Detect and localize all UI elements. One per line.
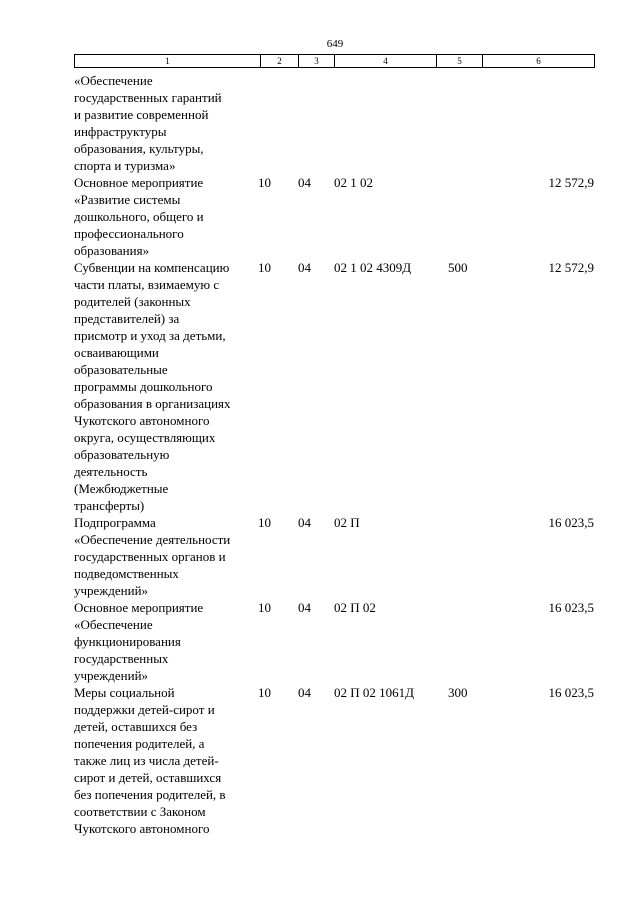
header-row <box>75 55 595 68</box>
row-amount: 12 572,9 <box>548 175 594 190</box>
row-section: 10 <box>258 515 271 530</box>
row-name: Меры социальной поддержки детей-сирот и детей, оставшихся без попечения родителей, а также лиц из числа детей- сирот и детей, оставшихся без попечения родителей, в соответствии с Законом Чукотского автономного <box>74 685 226 836</box>
table-row <box>74 72 604 174</box>
row-expense-type: 300 <box>448 685 468 700</box>
table-row <box>74 514 604 599</box>
header-col-6: 6 <box>483 55 595 68</box>
header-col-4: 4 <box>335 55 437 68</box>
row-subsection: 04 <box>298 175 311 190</box>
table-header <box>74 54 595 68</box>
page-number: 649 <box>326 38 344 50</box>
row-section: 10 <box>258 685 271 700</box>
table-body <box>74 72 604 837</box>
row-name: Субвенции на компенсацию части платы, взимаемую с родителей (законных представителей) за присмотр и уход за детьми, осваивающими образовательные программы дошкольного образования в организациях Чукотского автономного округа, осуществляющих образовательную деятельность (Межбюджетные трансферты) <box>74 260 231 513</box>
table-row <box>74 599 604 684</box>
row-name: «Обеспечение государственных гарантий и развитие современной инфраструктуры образования, культуры, спорта и туризма» <box>74 73 222 173</box>
row-name: Основное мероприятие «Развитие системы дошкольного, общего и профессионального образования» <box>74 175 204 258</box>
row-target-article: 02 П 02 1061Д <box>334 685 415 700</box>
row-section: 10 <box>258 175 271 190</box>
header-col-3: 3 <box>299 55 335 68</box>
row-target-article: 02 1 02 <box>334 175 373 190</box>
header-col-5: 5 <box>437 55 483 68</box>
row-subsection: 04 <box>298 600 311 615</box>
row-subsection: 04 <box>298 515 311 530</box>
row-amount: 16 023,5 <box>548 685 594 700</box>
row-amount: 16 023,5 <box>548 600 594 615</box>
row-section: 10 <box>258 260 271 275</box>
row-amount: 16 023,5 <box>548 515 594 530</box>
header-col-1: 1 <box>75 55 261 68</box>
row-subsection: 04 <box>298 260 311 275</box>
row-amount: 12 572,9 <box>548 260 594 275</box>
row-target-article: 02 1 02 4309Д <box>334 260 412 275</box>
row-subsection: 04 <box>298 685 311 700</box>
row-expense-type: 500 <box>448 260 468 275</box>
row-target-article: 02 П <box>334 515 360 530</box>
table-row <box>74 174 604 259</box>
row-name: Основное мероприятие «Обеспечение функционирования государственных учреждений» <box>74 600 204 683</box>
row-name: Подпрограмма «Обеспечение деятельности государственных органов и подведомственных учреждений» <box>74 515 231 598</box>
table-row <box>74 259 604 514</box>
row-target-article: 02 П 02 <box>334 600 376 615</box>
row-section: 10 <box>258 600 271 615</box>
header-col-2: 2 <box>261 55 299 68</box>
table-row <box>74 684 604 837</box>
